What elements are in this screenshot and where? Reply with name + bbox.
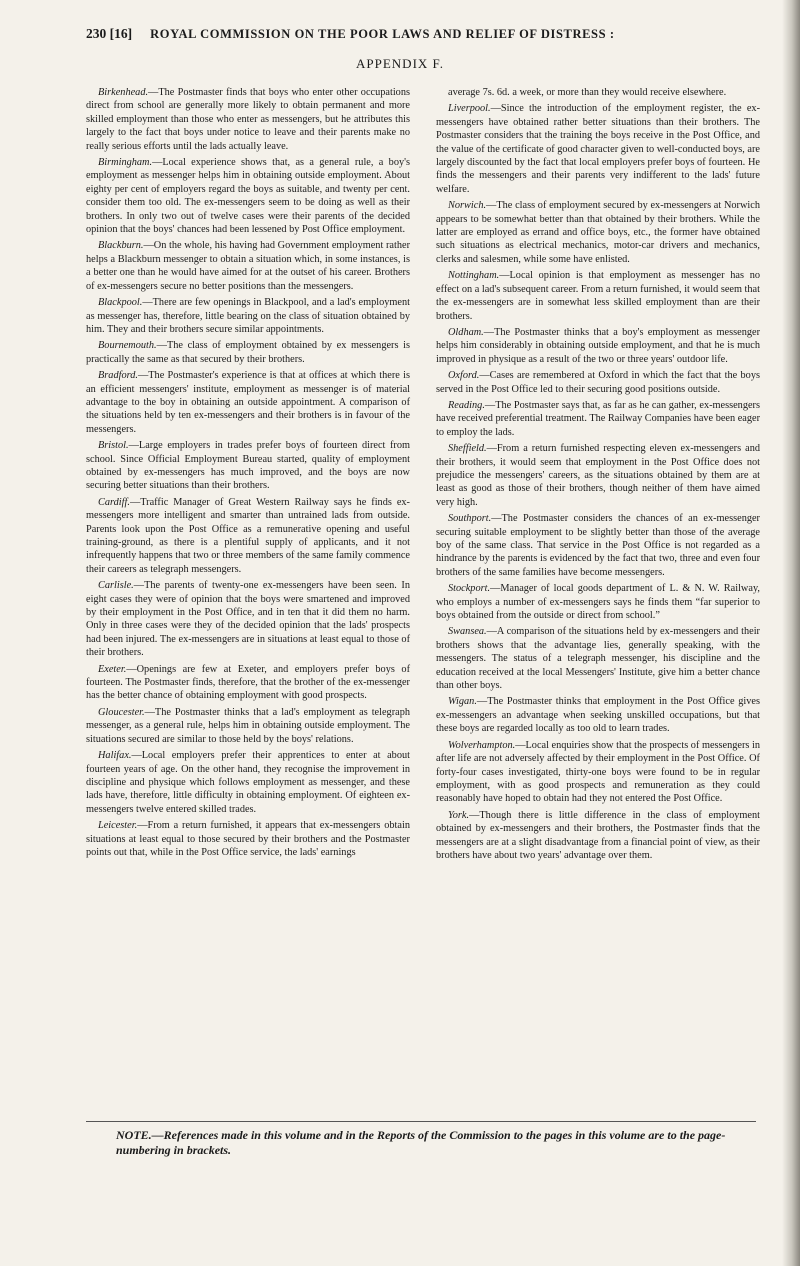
paragraph — [436, 625, 760, 692]
page-header — [86, 26, 756, 42]
place-name: Nottingham. — [448, 270, 500, 282]
paragraph-text: —The Postmaster says that, as far as he can gather, ex-messengers have received preferential treatment. The Railway Companies have been eager to employ the lads. — [436, 399, 761, 438]
paragraph-text: —Manager of local goods department of L. & N. W. Railway, who employs a number of ex-messengers says he finds them “far superior to boys obtained from the outside or direct from school.” — [436, 583, 760, 622]
place-name: Southport. — [448, 513, 492, 525]
place-name: Halifax. — [98, 750, 132, 762]
place-name: Blackburn. — [98, 240, 144, 252]
paragraph — [436, 512, 760, 579]
paragraph — [86, 239, 410, 293]
paragraph — [436, 809, 760, 863]
paragraph-text: —The parents of twenty-one ex-messengers have been seen. In eight cases they were of opinion that the boys were smartened and improved by their employment in the Post Office, and in ten that it did them no harm. Only in three cases were they of the decided opinion that the lads' prospects had been injured. The ex-messengers are in situations at least equal to those of their brothers. — [86, 580, 410, 659]
place-name: Bristol. — [98, 440, 129, 452]
paragraph-text: —The Postmaster thinks that employment in the Post Office gives ex-messengers an advantage when seeking unskilled occupations, but that these boys are regarded locally as too old to learn trades. — [436, 696, 760, 735]
place-name: Carlisle. — [98, 580, 134, 592]
running-title: ROYAL COMMISSION ON THE POOR LAWS AND RELIEF OF DISTRESS : — [150, 27, 615, 41]
place-name: York. — [448, 809, 470, 821]
place-name: Oxford. — [448, 370, 480, 382]
paragraph — [86, 339, 410, 366]
paragraph — [86, 706, 410, 746]
paragraph — [86, 749, 410, 816]
body-columns — [86, 86, 760, 865]
place-name: Liverpool. — [448, 103, 491, 115]
place-name: Sheffield. — [448, 443, 487, 455]
paragraph — [436, 86, 760, 99]
page-number: 230 [16] — [86, 26, 133, 41]
paragraph-text: —The Postmaster thinks that a boy's employment as messenger helps him considerably in obtaining outside employment, and that he is much improved in physique as a result of the two or three years' outdoor life. — [436, 326, 760, 365]
paragraph — [86, 156, 410, 236]
paragraph-text: —Since the introduction of the employment register, the ex-messengers have obtained rather better situations than their brothers. The Postmaster considers that the training the boys receive in the Post Office, and the value of the certificate of good character given to well-conducted boys, are largely discounted by the fact that local employers prefer boys of fourteen. He finds the messengers and their parents very indifferent to the lads' future welfare. — [436, 103, 760, 195]
paragraph — [86, 819, 410, 859]
paragraph — [86, 86, 410, 153]
paragraph-text: —The class of employment secured by ex-messengers at Norwich appears to be somewhat better than that obtained by their brothers. While the latter are employed as errand and office boys, etc., the former have obtained such situations as electrical mechanics, motor-car drivers and mechanics, clerks and salesmen, while some have enlisted. — [436, 200, 760, 265]
paragraph — [436, 442, 760, 509]
right-column — [436, 86, 760, 865]
place-name: Exeter. — [98, 663, 127, 675]
place-name: Blackpool. — [98, 297, 143, 309]
paragraph — [86, 579, 410, 659]
paragraph-text: —Local enquiries show that the prospects of messengers in after life are not adversely affected by their employment in the Post Office. Of forty-four cases investigated, thirty-one boys were found to be in regular employment, with as good prospects and remuneration as they could reasonably have hoped to obtain had they not entered the Post Office. — [436, 739, 760, 805]
place-name: Oldham. — [448, 326, 484, 338]
place-name: Swansea. — [448, 626, 487, 638]
place-name: Gloucester. — [98, 706, 145, 718]
paragraph — [436, 269, 760, 323]
paragraph-text: —The Postmaster thinks that a lad's employment as telegraph messenger, as a general rule, helps him in obtaining outside employment. The situations secured are similar to those held by the boys' relations. — [86, 706, 410, 745]
place-name: Leicester. — [98, 820, 138, 832]
paragraph-text: —From a return furnished, it appears that ex-messengers obtain situations at least equal to those secured by their brothers and the Postmaster points out that, while in the Post Office service, the lads' earnings — [86, 820, 410, 858]
paragraph — [436, 582, 760, 622]
paragraph-text: —The Postmaster considers the chances of an ex-messenger securing suitable employment to be slightly better than those of the average boy of the same class. That service in the Post Office is not regarded as a hindrance by the parents is evidenced by the fact that two, three and even four brothers of the same families have become messengers. — [436, 513, 760, 578]
place-name: Cardiff. — [98, 496, 130, 508]
paragraph-text: average 7s. 6d. a week, or more than they would receive elsewhere. — [448, 87, 727, 98]
appendix-title: APPENDIX F. — [356, 56, 444, 71]
paragraph-text: —Openings are few at Exeter, and employers prefer boys of fourteen. The Postmaster finds, therefore, that the brother of the ex-messenger has the better chance of obtaining employment with good prospects. — [86, 663, 410, 702]
paragraph — [86, 496, 410, 576]
paragraph-text: —The Postmaster finds that boys who enter other occupations direct from school are generally more likely to obtain permanent and more skilled employment than those who enter as messengers, but he attributes this largely to the fact that boys under notice to leave and their parents make no really serious efforts until the lads actually leave. — [86, 87, 410, 152]
paragraph — [436, 739, 760, 806]
paragraph — [436, 369, 760, 396]
paragraph — [436, 399, 760, 439]
paragraph-text: —Traffic Manager of Great Western Railway says he finds ex-messengers more intelligent and smarter than untrained lads from outside. Parents look upon the Post Office as a remunerative opening and useful training-ground, as there is a plentiful supply of applicants, and it not infrequently happens that two or three members of the same family commence their careers as telegraph messengers. — [86, 496, 410, 575]
paragraph-text: —The Postmaster's experience is that at offices at which there is an efficient messengers' institute, employment as messenger is of material advantage to the boy in obtaining an outside appointment. A comparison of the situations held by ten ex-messengers and their brothers is in favour of the messengers. — [86, 370, 410, 435]
place-name: Wolverhampton. — [448, 739, 516, 751]
paragraph — [436, 326, 760, 366]
footnote: NOTE.—References made in this volume and in the Reports of the Commission to the pages in this volume are to the page-numbering in brackets. — [116, 1128, 726, 1157]
paragraph-text: —Local employers prefer their apprentices to enter at about fourteen years of age. On the other hand, they recognise the improvement in discipline and physique which follows employment as messenger, and these lads have, therefore, little difficulty in obtaining employment. Of eighteen ex-messengers twelve entered skilled trades. — [86, 750, 410, 815]
paragraph-text: —Cases are remembered at Oxford in which the fact that the boys served in the Post Office led to their securing good positions outside. — [436, 370, 760, 395]
place-name: Bournemouth. — [98, 340, 157, 352]
paragraph-text: —Large employers in trades prefer boys of fourteen direct from school. Since Official Employment Bureau started, quality of employment obtained by ex-messengers has much improved, and the boys are now securing better situations than their brothers. — [86, 440, 410, 492]
place-name: Wigan. — [448, 696, 477, 708]
left-column — [86, 86, 410, 865]
paragraph — [436, 695, 760, 735]
place-name: Bradford. — [98, 370, 138, 382]
paragraph-text: —The class of employment obtained by ex messengers is practically the same as that secured by their brothers. — [86, 340, 410, 365]
paragraph-text: —A comparison of the situations held by ex-messengers and their brothers shows that the advantage lies, generally speaking, with the messengers. The status of a telegraph messenger, his discipline and the education received at the local Messengers' Institute, give him a better chance than other boys. — [436, 626, 760, 692]
place-name: Reading. — [448, 399, 485, 411]
paragraph-text: —Local experience shows that, as a general rule, a boy's employment as messenger helps him in obtaining outside employment. About eighty per cent of employers regard the boys as suitable, and twenty per cent. consider them too old. The ex-messengers seem to be doing as well as their brothers. In only two out of twelve cases were their parents of the decided opinion that the boys' chances had been lessened by Post Office employment. — [86, 157, 410, 236]
paragraph — [86, 296, 410, 336]
page-edge-shadow — [782, 0, 800, 1266]
place-name: Birmingham. — [98, 157, 153, 169]
footnote-divider — [86, 1121, 756, 1122]
paragraph-text: —Local opinion is that employment as messenger has no effect on a lad's subsequent career. From a return furnished, it would seem that the ex-messengers are in somewhat less skilled employment than are their brothers. — [436, 270, 760, 322]
paragraph — [436, 199, 760, 266]
paragraph — [86, 369, 410, 436]
paragraph-text: —From a return furnished respecting eleven ex-messengers and their brothers, it would seem that employment in the Post Office does not prejudice the messengers' careers, as the situations obtained by them are at least as good as those of their brothers, though neither of them have aimed very high. — [436, 443, 760, 508]
place-name: Birkenhead. — [98, 87, 149, 98]
paragraph — [86, 439, 410, 493]
place-name: Norwich. — [448, 200, 487, 212]
paragraph — [436, 102, 760, 196]
place-name: Stockport. — [448, 583, 491, 595]
paragraph-text: —On the whole, his having had Government employment rather helps a Blackburn messenger to obtain a situation which, in some instances, is a better one than he would have aimed for at the outset of his career. Brothers of ex-messengers secure no better positions than the messengers. — [86, 240, 410, 292]
paragraph — [86, 663, 410, 703]
paragraph-text: —There are few openings in Blackpool, and a lad's employment as messenger has, therefore, little bearing on the class of situation obtained by him. They and their brothers secure similar appointments. — [86, 297, 410, 335]
paragraph-text: —Though there is little difference in the class of employment obtained by ex-messengers and their brothers, the Postmaster finds that the messengers are at a slight disadvantage from a financial point of view, as their brothers have about two years' advantage over them. — [436, 809, 760, 861]
